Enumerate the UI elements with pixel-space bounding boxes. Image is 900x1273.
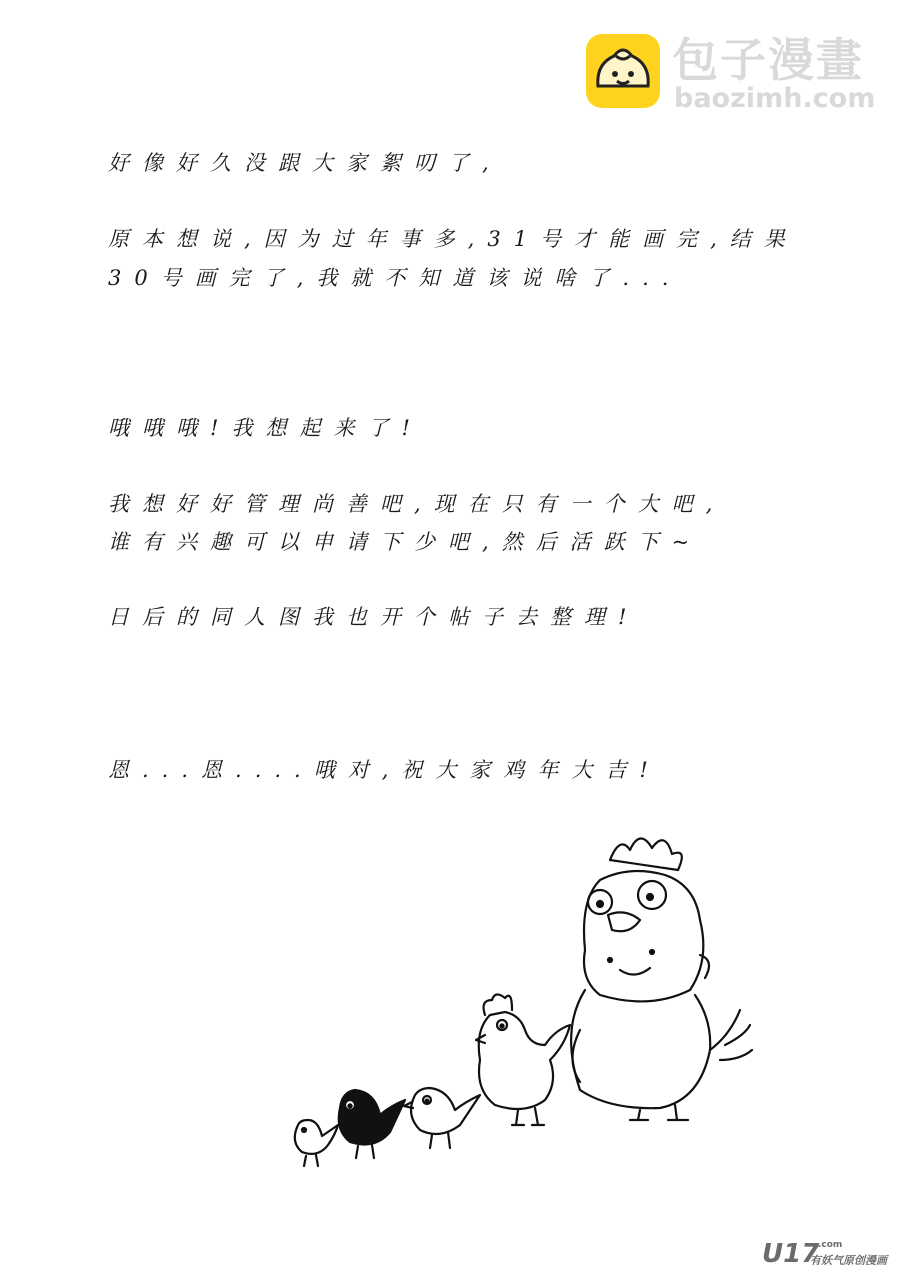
- note-line-8: 恩...恩....哦对,祝大家鸡年大吉!: [108, 758, 661, 782]
- u17-watermark: [762, 1240, 892, 1268]
- big-rooster-drawing: [571, 838, 752, 1120]
- note-line-3: 30号画完了,我就不知道该说啥了...: [108, 266, 682, 290]
- watermark-url: baozimh.com: [674, 83, 876, 114]
- u17-slogan: 有妖气原创漫画: [810, 1254, 887, 1267]
- small-bird-drawing: [404, 1088, 480, 1148]
- bun-logo-icon: [586, 34, 660, 108]
- u17-logo: U17: [762, 1239, 820, 1269]
- note-line-6: 谁有兴趣可以申请下少吧,然后活跃下~: [108, 530, 703, 554]
- note-line-4: 哦哦哦!我想起来了!: [108, 416, 423, 440]
- note-line-5: 我想好好管理尚善吧,现在只有一个大吧,: [108, 492, 726, 516]
- note-line-2: 原本想说,因为过年事多,31号才能画完,结果: [108, 227, 798, 251]
- baozimh-watermark: [586, 34, 876, 114]
- hen-drawing: [476, 994, 570, 1125]
- u17-domain: .com: [818, 1240, 843, 1250]
- watermark-title: 包子漫畫: [672, 33, 864, 87]
- black-bird-drawing: [339, 1090, 405, 1158]
- note-line-7: 日后的同人图我也开个帖子去整理!: [108, 605, 640, 629]
- note-line-1: 好像好久没跟大家絮叨了,: [108, 151, 502, 175]
- tiny-chick-drawing: [295, 1120, 338, 1166]
- rooster-family-illustration: [280, 820, 780, 1170]
